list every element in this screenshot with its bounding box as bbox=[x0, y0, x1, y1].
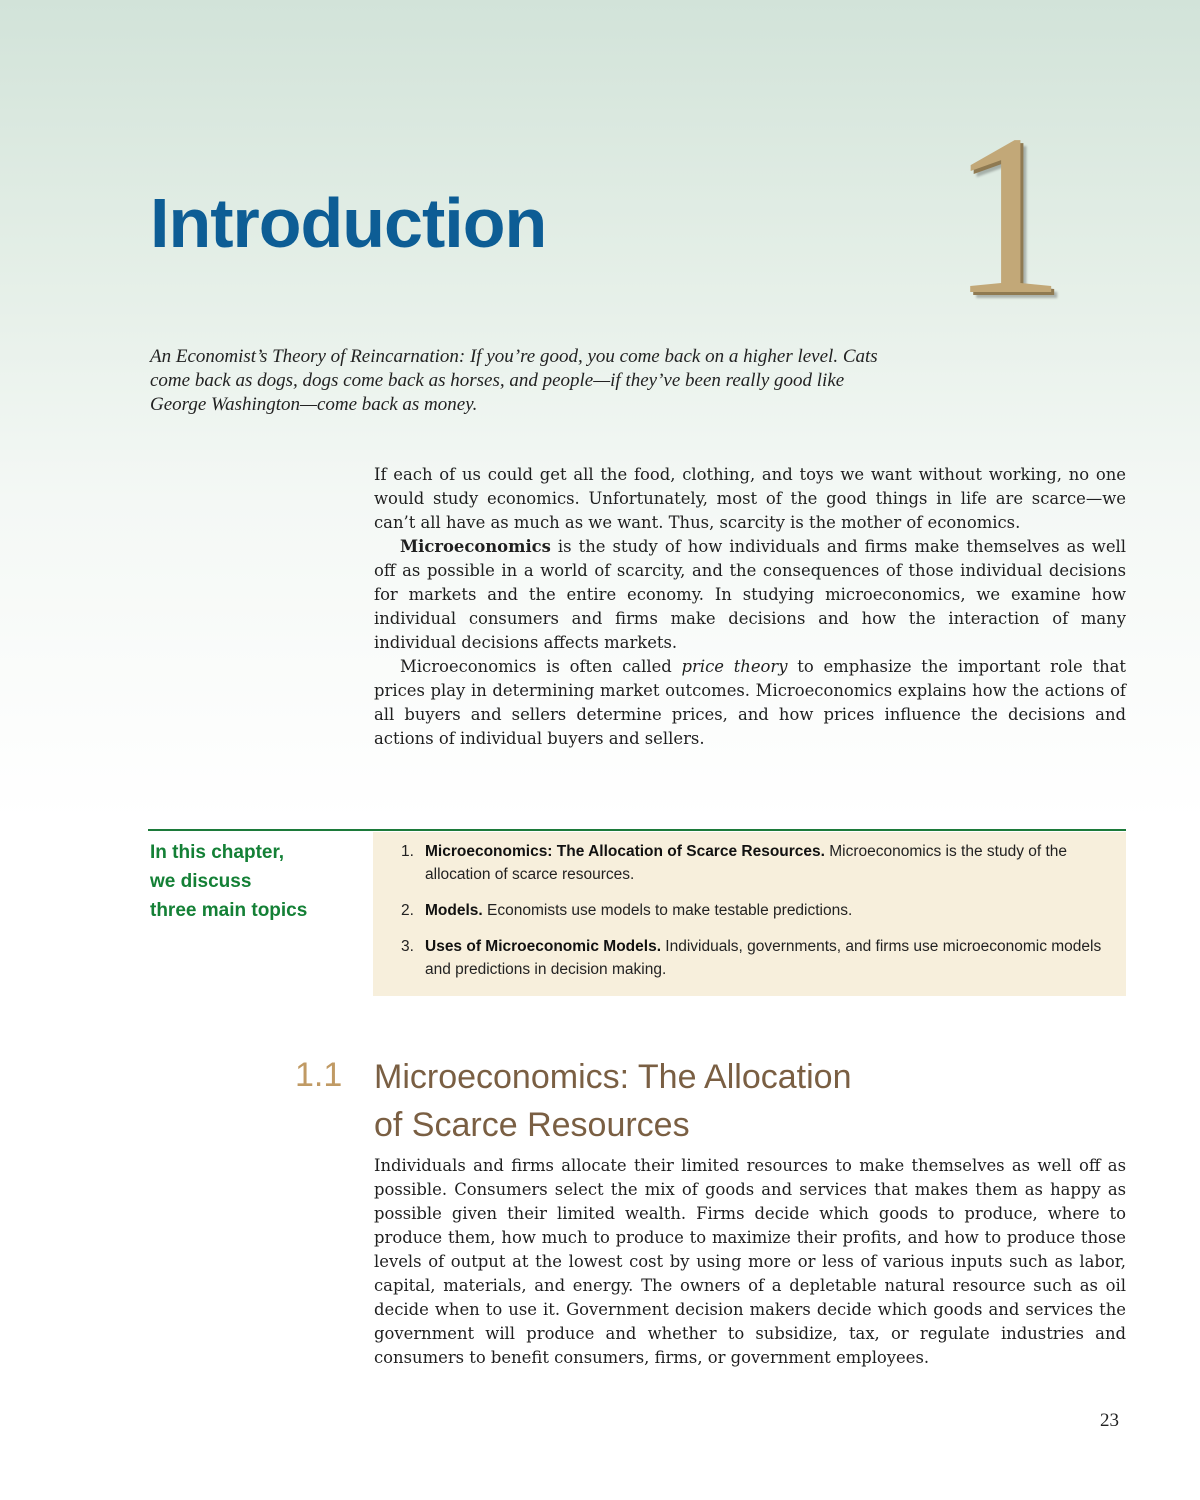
topic-item bbox=[401, 899, 1110, 922]
chapter-number: 1 bbox=[950, 87, 1065, 342]
topic-content bbox=[425, 840, 1110, 886]
topic-number: 3. bbox=[401, 938, 414, 955]
intro-paragraph-3 bbox=[374, 655, 1126, 751]
intro-text bbox=[374, 463, 1126, 751]
topic-title: Microeconomics: The Allocation of Scarce Resources. bbox=[425, 843, 825, 860]
topic-description: Individuals, governments, and firms use microeconomic models and predictions in decision making. bbox=[425, 938, 1102, 978]
topics-list bbox=[373, 832, 1126, 981]
topics-heading-line: we discuss bbox=[150, 871, 252, 892]
topic-content bbox=[425, 899, 852, 922]
topic-title: Models. bbox=[425, 902, 483, 919]
chapter-title: Introduction bbox=[150, 184, 547, 262]
topic-description: Microeconomics is the study of the allocation of scarce resources. bbox=[425, 843, 1068, 883]
epigraph: An Economist’s Theory of Reincarnation: If you’re good, you come back on a higher level. Cats come back as dogs, dogs come back as horses, and people—if they’ve been really good like George Washington—come back as money. bbox=[150, 346, 878, 415]
section-title-line: Microeconomics: The Allocation bbox=[374, 1058, 852, 1096]
topic-item bbox=[401, 935, 1110, 981]
section-title-line: of Scarce Resources bbox=[374, 1106, 690, 1144]
intro-paragraph-1: If each of us could get all the food, clothing, and toys we want without working, no one would study economics. Unfortunately, most of the good things in life are scarce—we can’t all have as much as we want. Thus, scarcity is the mother of economics. bbox=[374, 465, 1126, 532]
intro-paragraph-3-after: to emphasize the important role that prices play in determining market outcomes. Microeconomics explains how the actions of all buyers and sellers determine prices, and how prices influence the decisions and actions of individual buyers and sellers. bbox=[374, 657, 1126, 748]
section-body: Individuals and firms allocate their limited resources to make themselves as well off as possible. Consumers select the mix of goods and services that makes them as happy as possible given their limited wealth. Firms decide which goods to produce, where to produce them, how much to produce to maximize their profits, and how to produce those levels of output at the lowest cost by using more or less of various inputs such as labor, capital, materials, and energy. The owners of a depletable natural resource such as oil decide when to use it. Government decision makers decide which goods and services the government will produce and whether to subsidize, tax, or regulate industries and consumers to benefit consumers, firms, or government employees. bbox=[374, 1156, 1126, 1367]
topics-heading-line: three main topics bbox=[150, 900, 308, 921]
topic-title: Uses of Microeconomic Models. bbox=[425, 938, 661, 955]
intro-paragraph-2 bbox=[374, 535, 1126, 655]
topic-number: 1. bbox=[401, 843, 414, 860]
topics-heading bbox=[150, 838, 350, 925]
topic-content bbox=[425, 935, 1110, 981]
term-price-theory: price theory bbox=[681, 657, 788, 676]
topics-box bbox=[373, 832, 1126, 996]
topic-number: 2. bbox=[401, 902, 414, 919]
topic-item bbox=[401, 840, 1110, 886]
topics-divider bbox=[148, 829, 1126, 831]
page-number: 23 bbox=[1100, 1410, 1119, 1431]
topic-description: Economists use models to make testable predictions. bbox=[482, 902, 853, 919]
intro-paragraph-3-before: Microeconomics is often called bbox=[400, 657, 682, 676]
topics-heading-line: In this chapter, bbox=[150, 842, 285, 863]
section-number: 1.1 bbox=[295, 1056, 343, 1094]
key-term-microeconomics: Microeconomics bbox=[400, 537, 551, 556]
intro-paragraph-2-text: is the study of how individuals and firms make themselves as well off as possible in a world of scarcity, and the consequences of those individual decisions for markets and the entire economy. In studying microeconomics, we examine how individual consumers and firms make decisions and how the interaction of many individual decisions affects markets. bbox=[374, 537, 1126, 652]
section-title bbox=[374, 1053, 1074, 1149]
